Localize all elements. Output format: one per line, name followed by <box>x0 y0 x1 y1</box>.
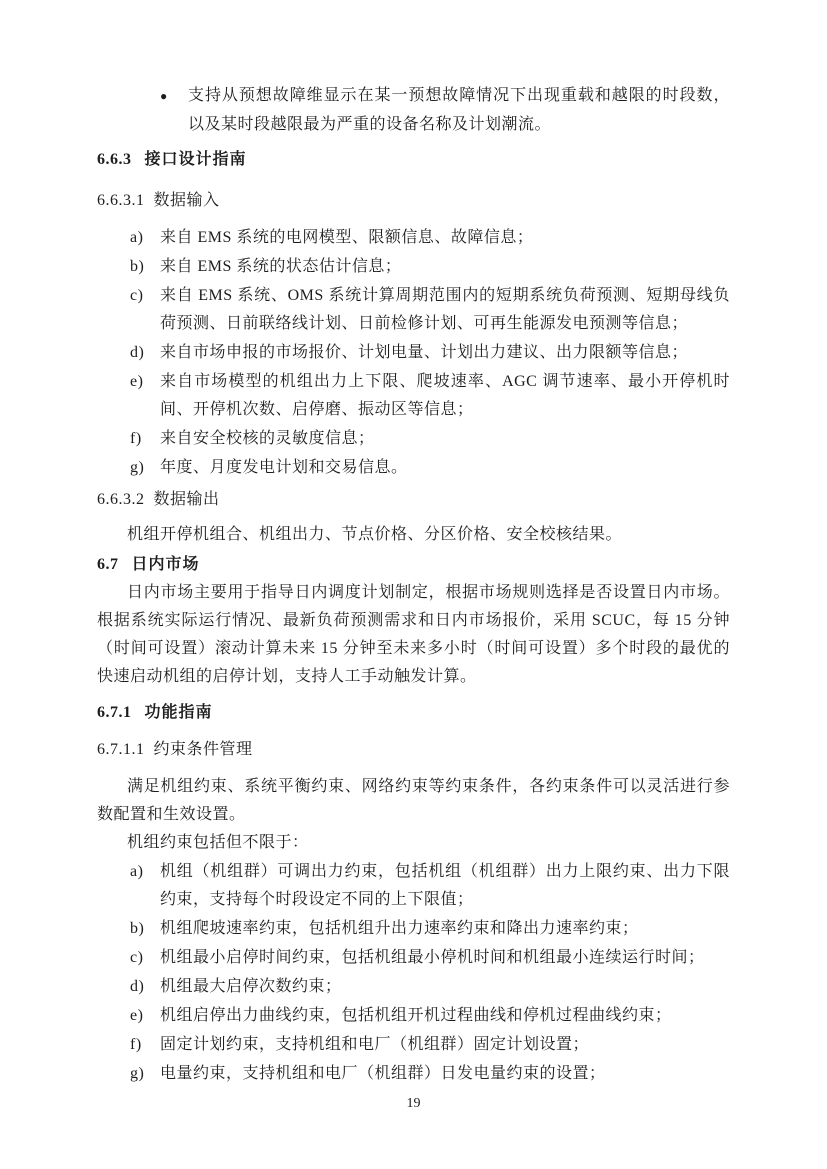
list-item <box>97 858 730 914</box>
heading-number: 6.7 <box>97 556 119 573</box>
list-item-label: g) <box>130 1065 145 1082</box>
unit-constraint-list <box>97 858 730 1088</box>
heading-number: 6.6.3.2 <box>97 491 145 508</box>
bullet-text: 支持从预想故障维显示在某一预想故障情况下出现重载和越限的时段数，以及某时段越限最为严重的设备名称及计划潮流。 <box>188 87 730 133</box>
page-number: 19 <box>406 1096 421 1111</box>
list-item <box>97 224 730 252</box>
bullet-item <box>97 81 730 139</box>
list-item-label: c) <box>130 949 144 966</box>
list-item-label: c) <box>130 287 144 304</box>
constraint-intro: 机组约束包括但不限于： <box>127 834 309 851</box>
list-item <box>97 282 730 338</box>
list-item <box>97 973 730 1001</box>
list-item-label: e) <box>130 373 144 390</box>
list-item-label: f) <box>130 430 142 447</box>
data-input-list <box>97 224 730 482</box>
list-item <box>97 1002 730 1030</box>
heading-title: 接口设计指南 <box>144 151 247 168</box>
list-item-text: 年度、月度发电计划和交易信息。 <box>160 459 408 476</box>
heading-title: 约束条件管理 <box>153 741 253 758</box>
list-item-text: 来自 EMS 系统的状态估计信息； <box>160 258 402 275</box>
list-item-label: a) <box>130 229 144 246</box>
list-item <box>97 454 730 482</box>
list-item-label: b) <box>130 258 145 275</box>
heading-number: 6.7.1 <box>97 704 132 721</box>
list-item-text: 机组爬坡速率约束，包括机组升出力速率约束和降出力速率约束； <box>160 920 639 937</box>
heading-title: 功能指南 <box>144 704 213 721</box>
data-output-paragraph: 机组开停机组合、机组出力、节点价格、分区价格、安全校核结果。 <box>127 526 623 543</box>
list-item-text: 机组最大启停次数约束； <box>160 978 342 995</box>
list-item <box>97 915 730 943</box>
constraint-paragraph: 满足机组约束、系统平衡约束、网络约束等约束条件，各约束条件可以灵活进行参数配置和生效设置。 <box>97 778 730 823</box>
list-item-text: 来自市场模型的机组出力上下限、爬坡速率、AGC 调节速率、最小开停机时间、开停机次数、启停磨、振动区等信息； <box>160 373 730 418</box>
list-item-text: 来自 EMS 系统、OMS 系统计算周期范围内的短期系统负荷预测、短期母线负荷预测、日前联络线计划、日前检修计划、可再生能源发电预测等信息； <box>160 287 730 332</box>
list-item-text: 来自 EMS 系统的电网模型、限额信息、故障信息； <box>160 229 534 246</box>
list-item-text: 来自安全校核的灵敏度信息； <box>160 430 375 447</box>
list-item <box>97 425 730 453</box>
heading-6-7-1 <box>97 699 730 727</box>
heading-6-6-3-1 <box>97 187 730 215</box>
list-item-label: f) <box>130 1036 142 1053</box>
list-item-text: 电量约束，支持机组和电厂（机组群）日发电量约束的设置； <box>160 1065 606 1082</box>
list-item-text: 固定计划约束，支持机组和电厂（机组群）固定计划设置； <box>160 1036 590 1053</box>
list-item <box>97 368 730 424</box>
list-item-text: 机组最小启停时间约束，包括机组最小停机时间和机组最小连续运行时间； <box>160 949 705 966</box>
heading-number: 6.6.3 <box>97 151 132 168</box>
list-item-label: e) <box>130 1007 144 1024</box>
list-item <box>97 944 730 972</box>
intraday-market-paragraph: 日内市场主要用于指导日内调度计划制定，根据市场规则选择是否设置日内市场。根据系统实际运行情况、最新负荷预测需求和日内市场报价，采用 SCUC，每 15 分钟（时间可设置）滚动计算未来 15 分钟至未来多小时（时间可设置）多个时段的最优的快速启动机组的启停计划，支持人工手动触发计算。 <box>97 584 730 685</box>
heading-title: 数据输入 <box>153 192 220 209</box>
bullet-marker-icon: ● <box>160 89 168 103</box>
heading-6-7 <box>97 551 730 579</box>
list-item-text: 机组（机组群）可调出力约束，包括机组（机组群）出力上限约束、出力下限约束，支持每个时段设定不同的上下限值； <box>160 863 730 908</box>
list-item-label: b) <box>130 920 145 937</box>
list-item-label: g) <box>130 459 145 476</box>
heading-title: 日内市场 <box>131 556 200 573</box>
list-item <box>97 339 730 367</box>
heading-6-6-3 <box>97 146 730 174</box>
list-item-label: d) <box>130 978 145 995</box>
list-item-text: 来自市场申报的市场报价、计划电量、计划出力建议、出力限额等信息； <box>160 344 689 361</box>
heading-number: 6.7.1.1 <box>97 741 145 758</box>
heading-6-7-1-1 <box>97 736 730 764</box>
list-item <box>97 1060 730 1088</box>
list-item-label: d) <box>130 344 145 361</box>
heading-6-6-3-2 <box>97 486 730 514</box>
list-item-label: a) <box>130 863 144 880</box>
list-item <box>97 1031 730 1059</box>
heading-title: 数据输出 <box>153 491 220 508</box>
list-item-text: 机组启停出力曲线约束，包括机组开机过程曲线和停机过程曲线约束； <box>160 1007 672 1024</box>
heading-number: 6.6.3.1 <box>97 192 145 209</box>
list-item <box>97 253 730 281</box>
